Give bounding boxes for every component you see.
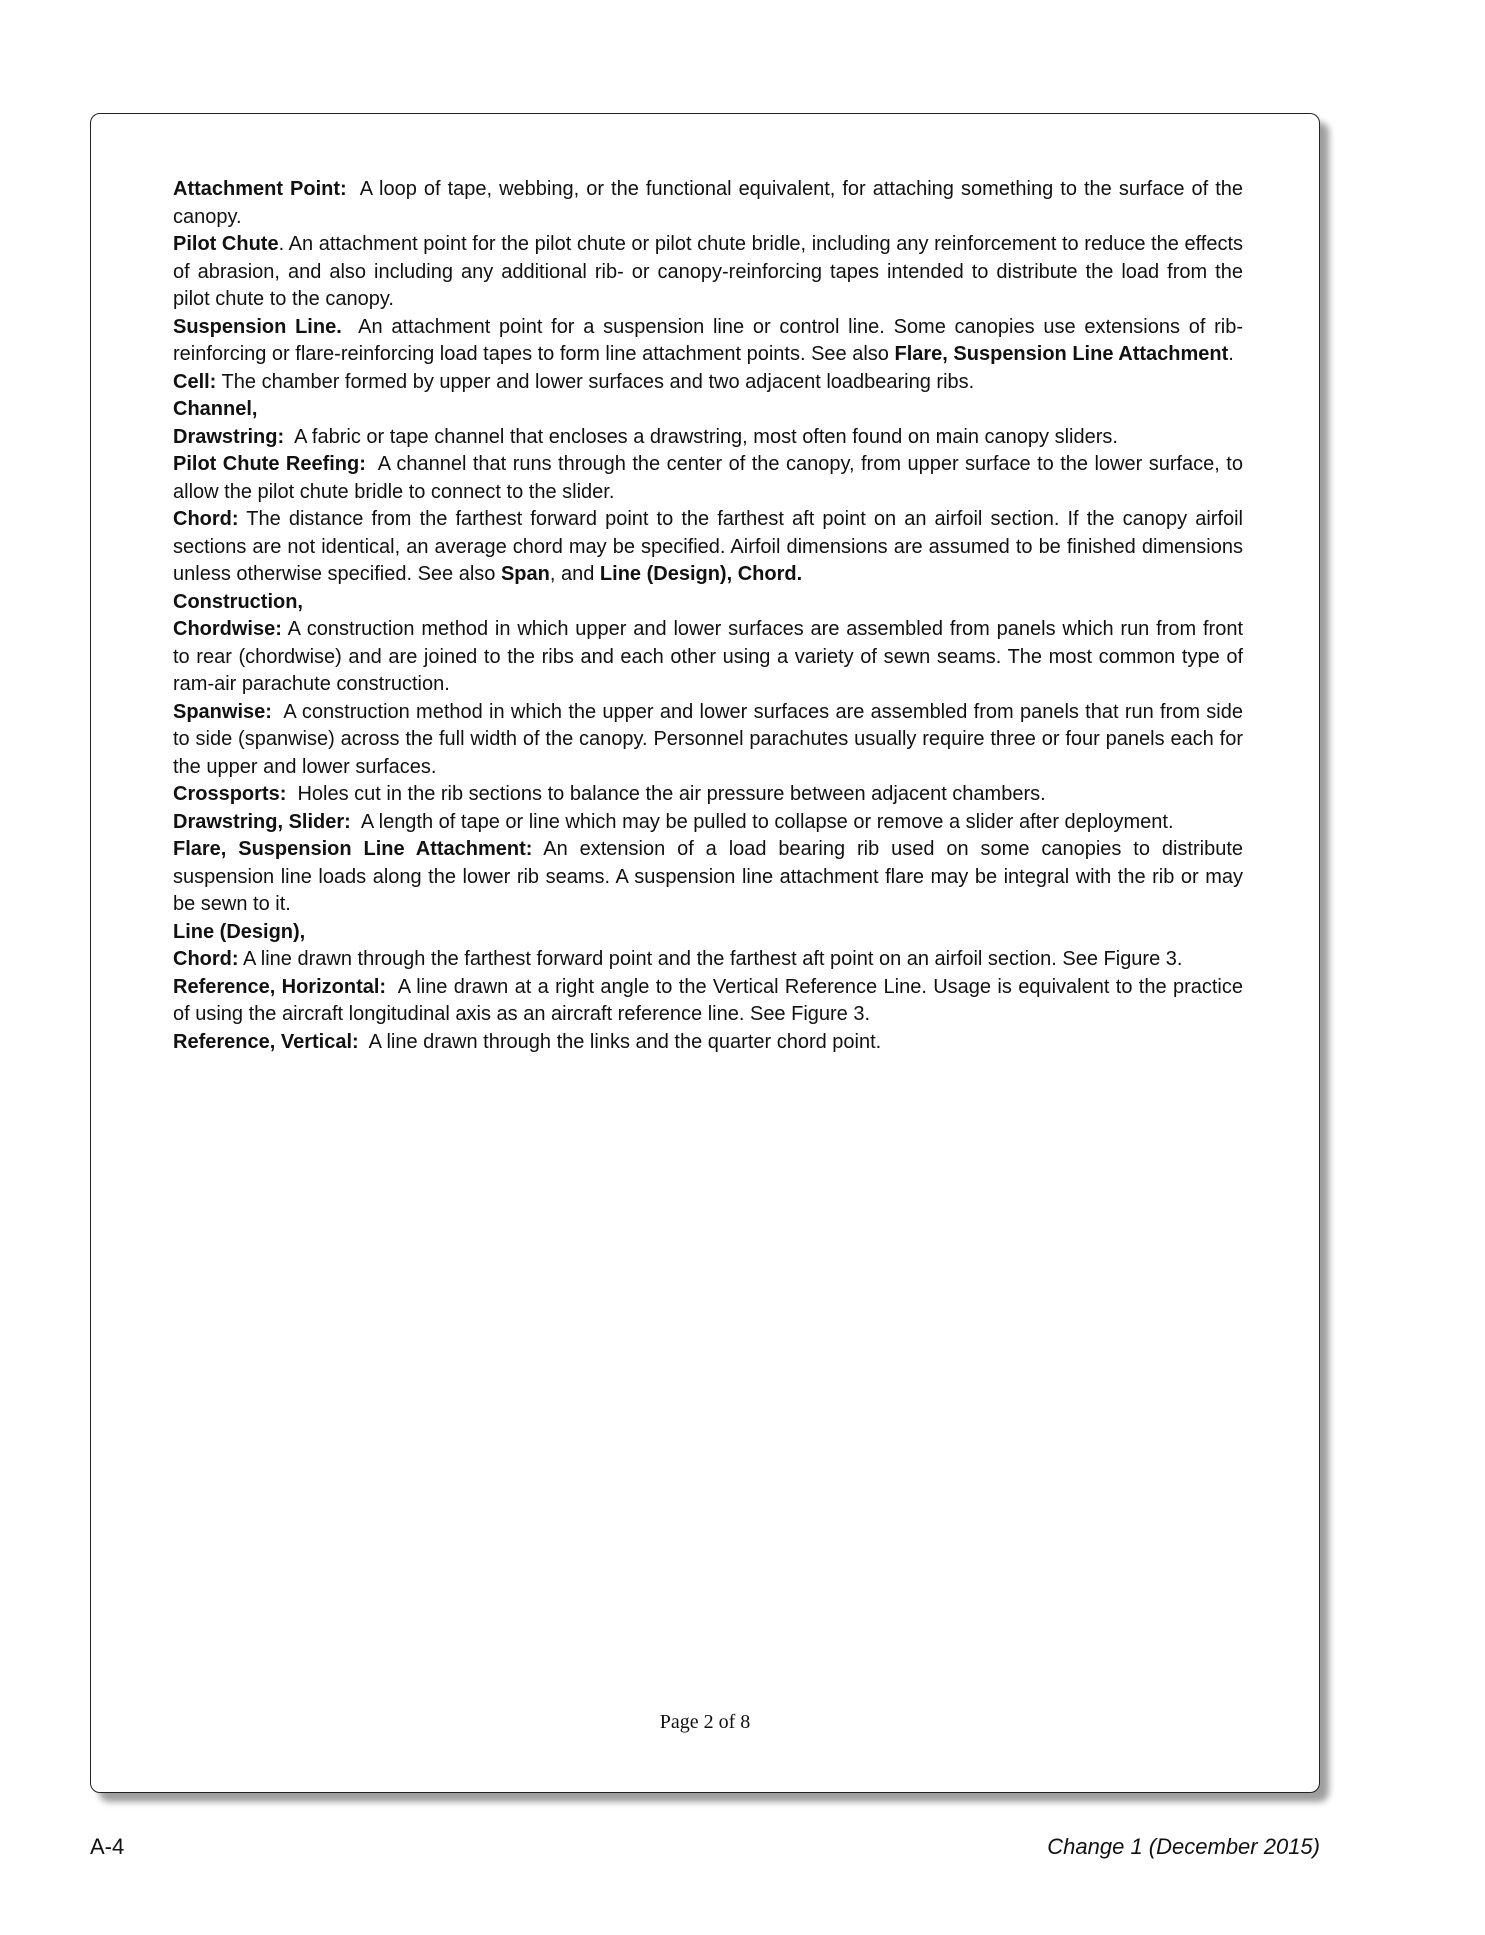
- page-frame: [90, 113, 1320, 1793]
- term: Reference, Horizontal:: [173, 975, 387, 998]
- entry-attachment-suspension-line: [173, 314, 1243, 369]
- term: Suspension Line.: [173, 315, 342, 338]
- entry-crossports: [173, 781, 1243, 809]
- definition-end: .: [1228, 343, 1234, 365]
- term: Line (Design),: [173, 920, 306, 943]
- definition: A construction method in which upper and lower surfaces are assembled from panels which run from front to rear (chordwise) and are joined to the ribs and each other using a variety of sewn seams. The most common type of ram-air parachute construction.: [173, 618, 1243, 695]
- term: Spanwise:: [173, 700, 272, 723]
- term: Chord:: [173, 508, 239, 530]
- term: Cell:: [173, 370, 217, 393]
- term: Drawstring, Slider:: [173, 810, 351, 833]
- entry-line-design-ref-horizontal: [173, 974, 1243, 1029]
- term: Construction,: [173, 590, 303, 613]
- entry-chord: [173, 506, 1243, 589]
- definition: A line drawn through the farthest forward point and the farthest aft point on an airfoil section. See Figure 3.: [243, 948, 1183, 970]
- definition: A line drawn through the links and the quarter chord point.: [368, 1030, 882, 1053]
- term: Pilot Chute: [173, 233, 279, 255]
- cross-reference: Span: [500, 563, 550, 585]
- entry-cell: [173, 369, 1243, 397]
- entry-channel-pilot-chute-reefing: [173, 451, 1243, 506]
- definition: A loop of tape, webbing, or the functional equivalent, for attaching something to the surface of the canopy.: [173, 178, 1244, 228]
- definition: A length of tape or line which may be pulled to collapse or remove a slider after deployment.: [360, 810, 1174, 833]
- cross-reference: Line (Design), Chord.: [599, 563, 803, 585]
- term: Pilot Chute Reefing:: [173, 453, 366, 475]
- entry-flare: [173, 836, 1243, 919]
- cross-reference: Flare, Suspension Line Attachment: [894, 343, 1229, 365]
- entry-channel-drawstring: [173, 424, 1243, 452]
- term: Reference, Vertical:: [173, 1030, 359, 1053]
- entry-line-design-ref-vertical: [173, 1029, 1243, 1057]
- definition: A channel that runs through the center of the canopy, from upper surface to the lower surface, to allow the pilot chute bridle to connect to the slider.: [173, 453, 1243, 503]
- term: Flare, Suspension Line Attachment:: [173, 838, 533, 860]
- definition: A construction method in which the upper and lower surfaces are assembled from panels that run from side to side (spanwise) across the full width of the canopy. Personnel parachutes usually require three or four panels each for the upper and lower surfaces.: [173, 700, 1243, 778]
- page-number: Page 2 of 8: [659, 1711, 751, 1733]
- entry-drawstring-slider: [173, 809, 1243, 837]
- entry-channel: [173, 396, 1243, 424]
- term: Crossports:: [173, 783, 287, 805]
- footer-page-id: A-4: [90, 1834, 125, 1859]
- entry-construction-chordwise: [173, 616, 1243, 699]
- definition-mid: , and: [549, 563, 595, 585]
- entry-line-design-chord: [173, 946, 1243, 974]
- definition: The distance from the farthest forward point to the farthest aft point on an airfoil section. If the canopy airfoil sections are not identical, an average chord may be specified. Airfoil dimensions are assumed to be finished dimensions unless otherwise specified. See also: [173, 508, 1243, 585]
- entry-construction: [173, 589, 1243, 617]
- entry-attachment-pilot-chute: [173, 231, 1243, 314]
- definition: A line drawn at a right angle to the Vertical Reference Line. Usage is equivalent to the practice of using the aircraft longitudinal axis as an aircraft reference line. See Figure 3.: [173, 975, 1243, 1025]
- definition: An attachment point for a suspension line or control line. Some canopies use extensions of rib-reinforcing or flare-reinforcing load tapes to form line attachment points. See also: [173, 315, 1244, 365]
- term: Channel,: [173, 398, 258, 420]
- definition: The chamber formed by upper and lower surfaces and two adjacent loadbearing ribs.: [221, 370, 975, 393]
- entry-line-design: [173, 919, 1243, 947]
- term: Chord:: [173, 948, 239, 970]
- glossary-content: [173, 176, 1243, 1056]
- term: Attachment Point:: [173, 178, 347, 200]
- footer-revision: Change 1 (December 2015): [1047, 1834, 1320, 1859]
- entry-attachment-point: [173, 176, 1243, 231]
- definition: A fabric or tape channel that encloses a drawstring, most often found on main canopy sliders.: [294, 425, 1118, 448]
- entry-construction-spanwise: [173, 699, 1243, 782]
- definition: Holes cut in the rib sections to balance the air pressure between adjacent chambers.: [297, 783, 1046, 805]
- term: Chordwise:: [173, 618, 282, 640]
- term: Drawstring:: [173, 425, 285, 448]
- definition: . An attachment point for the pilot chute or pilot chute bridle, including any reinforcement to reduce the effects of abrasion, and also including any additional rib- or canopy-reinforcing tapes intended to distribute the load from the pilot chute to the canopy.: [173, 233, 1244, 310]
- definition: An extension of a load bearing rib used on some canopies to distribute suspension line loads along the lower rib seams. A suspension line attachment flare may be integral with the rib or may be sewn to it.: [173, 838, 1244, 915]
